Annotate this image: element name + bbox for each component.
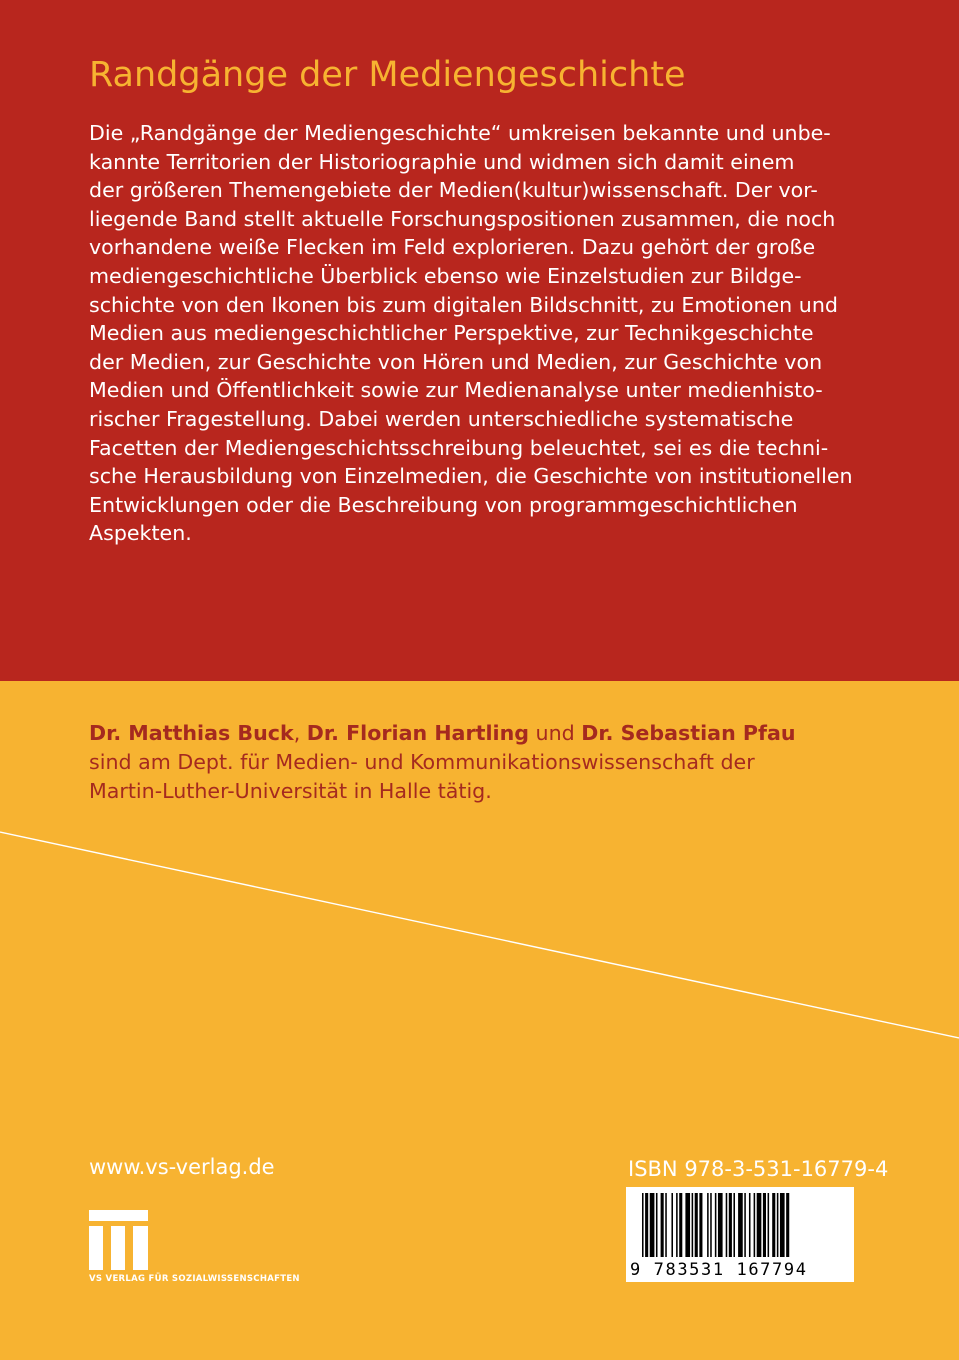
- barcode-bar: [754, 1193, 756, 1257]
- barcode-bar: [645, 1193, 648, 1257]
- blurb-line: Entwicklungen oder die Beschreibung von programmgeschichtlichen: [89, 492, 798, 517]
- blurb-line: der größeren Themengebiete der Medien(kultur)wissenschaft. Der vor-: [89, 178, 818, 203]
- author-separator: ,: [293, 721, 307, 745]
- barcode-bar: [679, 1193, 682, 1257]
- barcode-bar: [707, 1193, 709, 1257]
- author-names: [89, 719, 909, 748]
- blurb-line: schichte von den Ikonen bis zum digitalen Bildschnitt, zu Emotionen und: [89, 292, 838, 317]
- blurb-line: vorhandene weiße Flecken im Feld explorieren. Dazu gehört der große: [89, 235, 816, 260]
- blurb-line: mediengeschichtliche Überblick ebenso wie Einzelstudien zur Bildge-: [89, 263, 802, 288]
- barcode-bar: [726, 1193, 728, 1257]
- author-affiliation-line: Martin-Luther-Universität in Halle tätig.: [89, 779, 492, 803]
- book-title: Randgänge der Mediengeschichte: [89, 55, 686, 95]
- barcode-bar: [665, 1193, 667, 1257]
- barcode-digits: 9 783531 167794: [630, 1260, 808, 1280]
- barcode-bar: [715, 1193, 717, 1257]
- barcode-bar: [718, 1193, 723, 1257]
- blurb-text: [89, 119, 909, 548]
- blurb-line: Facetten der Mediengeschichtsschreibung beleuchtet, sei es die techni-: [89, 435, 829, 460]
- barcode-bar: [656, 1193, 658, 1257]
- barcode-bar: [738, 1193, 743, 1257]
- barcode-bar: [744, 1193, 746, 1257]
- barcode-bar: [772, 1193, 775, 1257]
- author-name: Dr. Matthias Buck: [89, 721, 294, 745]
- barcode-bar: [763, 1193, 766, 1257]
- barcode-bar: [757, 1193, 762, 1257]
- barcode-bar: [786, 1193, 789, 1257]
- barcode-bar: [780, 1193, 785, 1257]
- blurb-line: Medien und Öffentlichkeit sowie zur Medienanalyse unter medienhisto-: [89, 378, 823, 403]
- barcode-bar: [642, 1193, 644, 1257]
- blurb-line: Aspekten.: [89, 521, 192, 546]
- blurb-line: sche Herausbildung von Einzelmedien, die Geschichte von institutionellen: [89, 464, 853, 489]
- barcode-bar: [710, 1193, 712, 1257]
- isbn-label: ISBN 978-3-531-16779-4: [628, 1157, 889, 1181]
- barcode-bar: [650, 1193, 655, 1257]
- barcode-bar: [661, 1193, 664, 1257]
- blurb-line: rischer Fragestellung. Dabei werden unterschiedliche systematische: [89, 406, 794, 431]
- barcode-bar: [729, 1193, 732, 1257]
- author-info: [89, 719, 909, 806]
- barcode: [626, 1187, 854, 1282]
- barcode-bar: [685, 1193, 690, 1257]
- blurb-line: kannte Territorien der Historiographie und widmen sich damit einem: [89, 149, 795, 174]
- blurb-line: der Medien, zur Geschichte von Hören und Medien, zur Geschichte von: [89, 349, 823, 374]
- barcode-bar: [695, 1193, 698, 1257]
- author-name: Dr. Sebastian Pfau: [581, 721, 796, 745]
- barcode-bar: [676, 1193, 678, 1257]
- blurb-line: Medien aus mediengeschichtlicher Perspektive, zur Technikgeschichte: [89, 321, 814, 346]
- blurb-line: liegende Band stellt aktuelle Forschungspositionen zusammen, die noch: [89, 206, 836, 231]
- barcode-bar: [768, 1193, 770, 1257]
- barcode-bar: [749, 1193, 751, 1257]
- barcode-bar: [699, 1193, 702, 1257]
- author-affiliation-line: sind am Dept. für Medien- und Kommunikationswissenschaft der: [89, 750, 755, 774]
- author-separator: und: [528, 721, 582, 745]
- barcode-bar: [692, 1193, 694, 1257]
- barcode-bar: [671, 1193, 673, 1257]
- barcode-bar: [777, 1193, 779, 1257]
- blurb-line: Die „Randgänge der Mediengeschichte“ umkreisen bekannte und unbe-: [89, 121, 831, 145]
- publisher-name: VS VERLAG FÜR SOZIALWISSENSCHAFTEN: [89, 1274, 300, 1284]
- barcode-bar: [733, 1193, 735, 1257]
- author-name: Dr. Florian Hartling: [306, 721, 529, 745]
- publisher-url: www.vs-verlag.de: [89, 1155, 275, 1179]
